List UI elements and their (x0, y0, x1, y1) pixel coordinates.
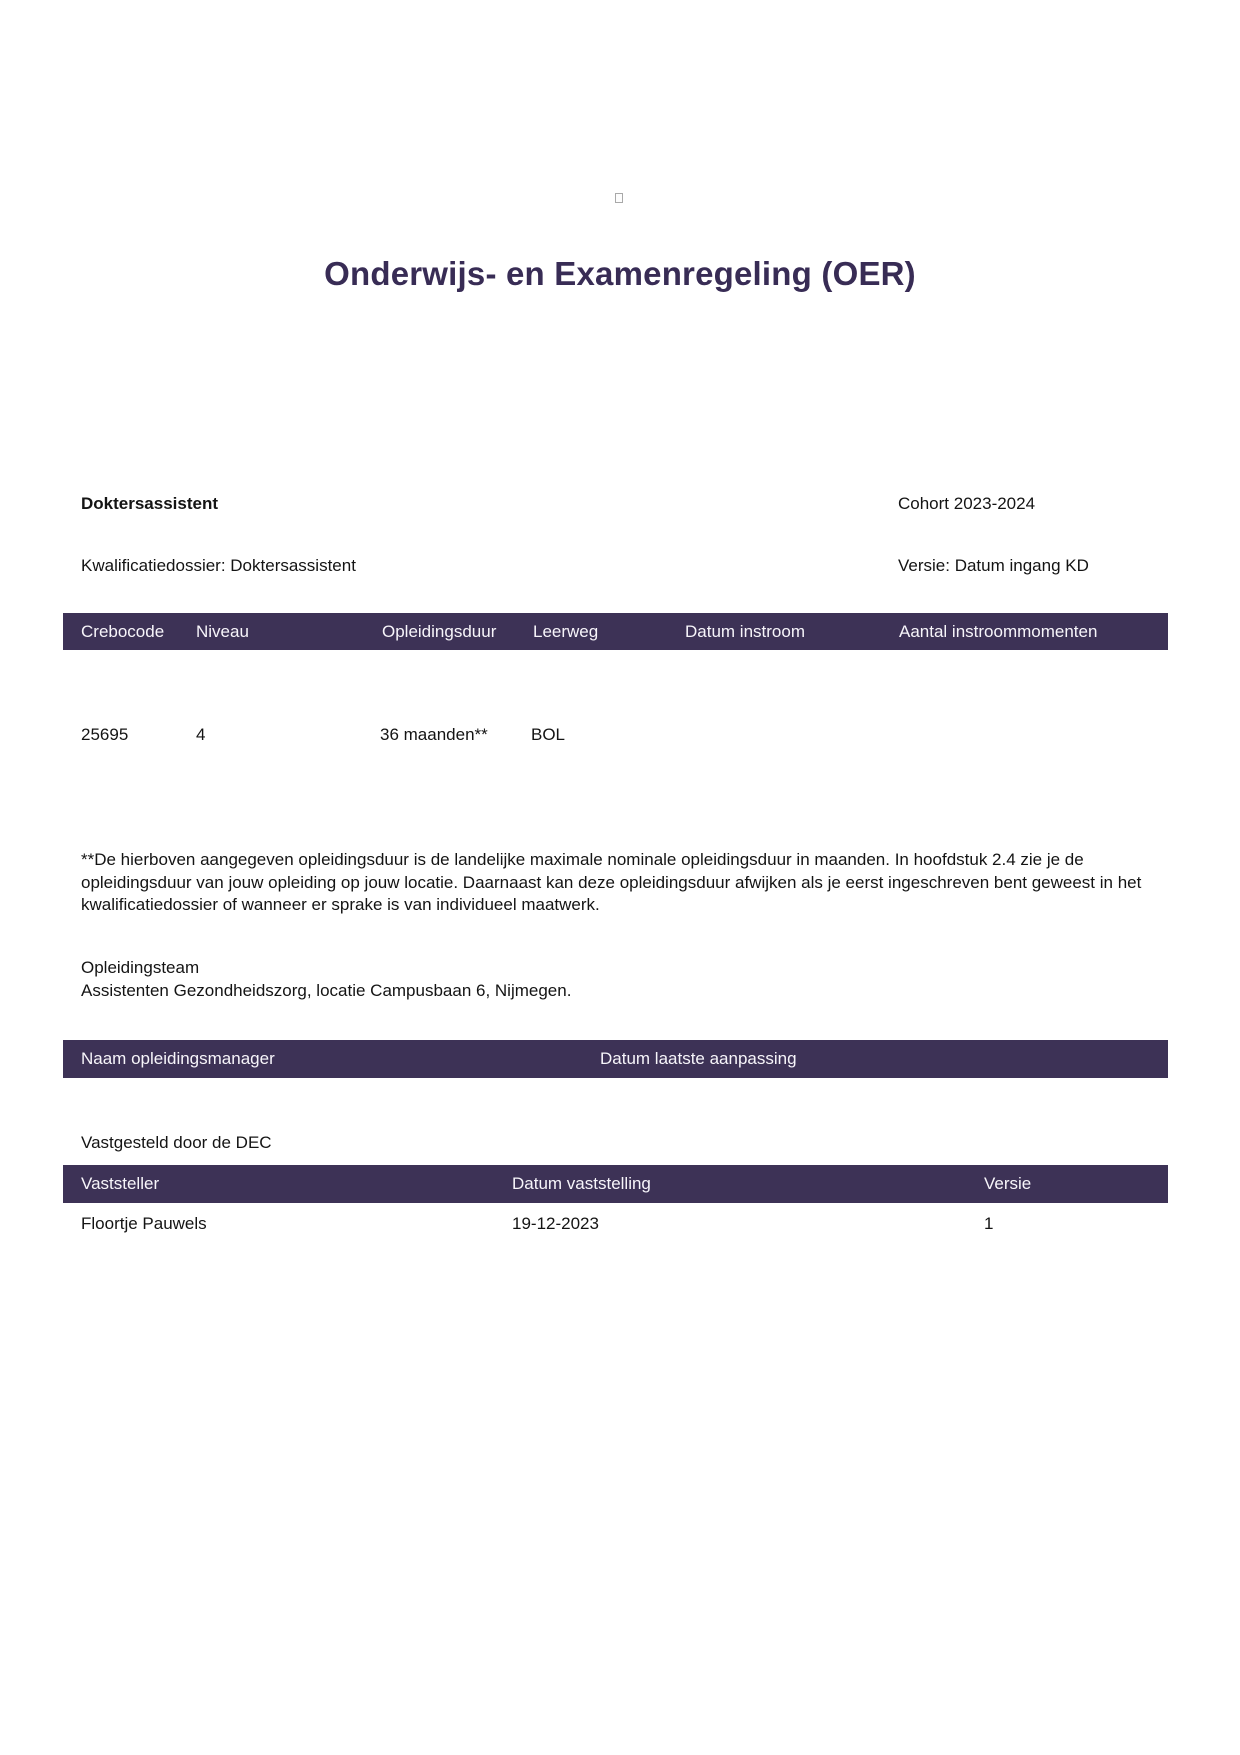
program-table-header-cell: Datum instroom (685, 622, 805, 641)
manager-table-header (63, 1040, 1168, 1078)
program-table-header-cell: Leerweg (533, 622, 599, 641)
approval-heading: Vastgesteld door de DEC (81, 1133, 272, 1152)
manager-table-header-cell: Datum laatste aanpassing (600, 1049, 797, 1068)
approval-table-cell-vaststeller: Floortje Pauwels (81, 1214, 207, 1233)
program-table-header-cell: Aantal instroommomenten (899, 622, 1098, 641)
broken-image-icon (615, 193, 623, 203)
approval-table-header (63, 1165, 1168, 1203)
program-table-header-cell: Niveau (196, 622, 249, 641)
approval-table-header-cell: Datum vaststelling (512, 1174, 651, 1193)
approval-table-cell-datum: 19-12-2023 (512, 1214, 599, 1233)
program-name: Doktersassistent (81, 494, 219, 513)
manager-table-header-cell: Naam opleidingsmanager (81, 1049, 275, 1068)
approval-table-header-cell: Vaststeller (81, 1174, 160, 1193)
team-block (81, 956, 571, 1002)
document-title: Onderwijs- en Examenregeling (OER) (324, 255, 916, 292)
cohort-label: Cohort 2023-2024 (898, 494, 1036, 513)
approval-table-cell-versie: 1 (984, 1214, 994, 1233)
program-table-header-cell: Opleidingsduur (382, 622, 497, 641)
team-description: Assistenten Gezondheidszorg, locatie Campusbaan 6, Nijmegen. (81, 981, 572, 1000)
team-heading: Opleidingsteam (81, 958, 200, 977)
approval-table-header-cell: Versie (984, 1174, 1032, 1193)
program-table-header (63, 613, 1168, 650)
duration-footnote: **De hierboven aangegeven opleidingsduur is de landelijke maximale nominale opleidingsduur in maanden. In hoofdstuk 2.4 zie je de opleidingsduur van jouw opleiding op jouw locatie. Daarnaast kan deze opleidingsduur afwijken als je eerst ingeschreven bent geweest in het kwalificatiedossier of wanneer er sprake is van individueel maatwerk. (81, 850, 1142, 914)
program-table-cell-crebocode: 25695 (81, 725, 129, 744)
version-label: Versie: Datum ingang KD (898, 556, 1089, 575)
program-table-cell-niveau: 4 (196, 725, 206, 744)
qualification-dossier: Kwalificatiedossier: Doktersassistent (81, 556, 356, 575)
program-table-cell-opleidingsduur: 36 maanden** (380, 725, 488, 744)
program-table-header-cell: Crebocode (81, 622, 165, 641)
program-table-cell-leerweg: BOL (531, 725, 566, 744)
